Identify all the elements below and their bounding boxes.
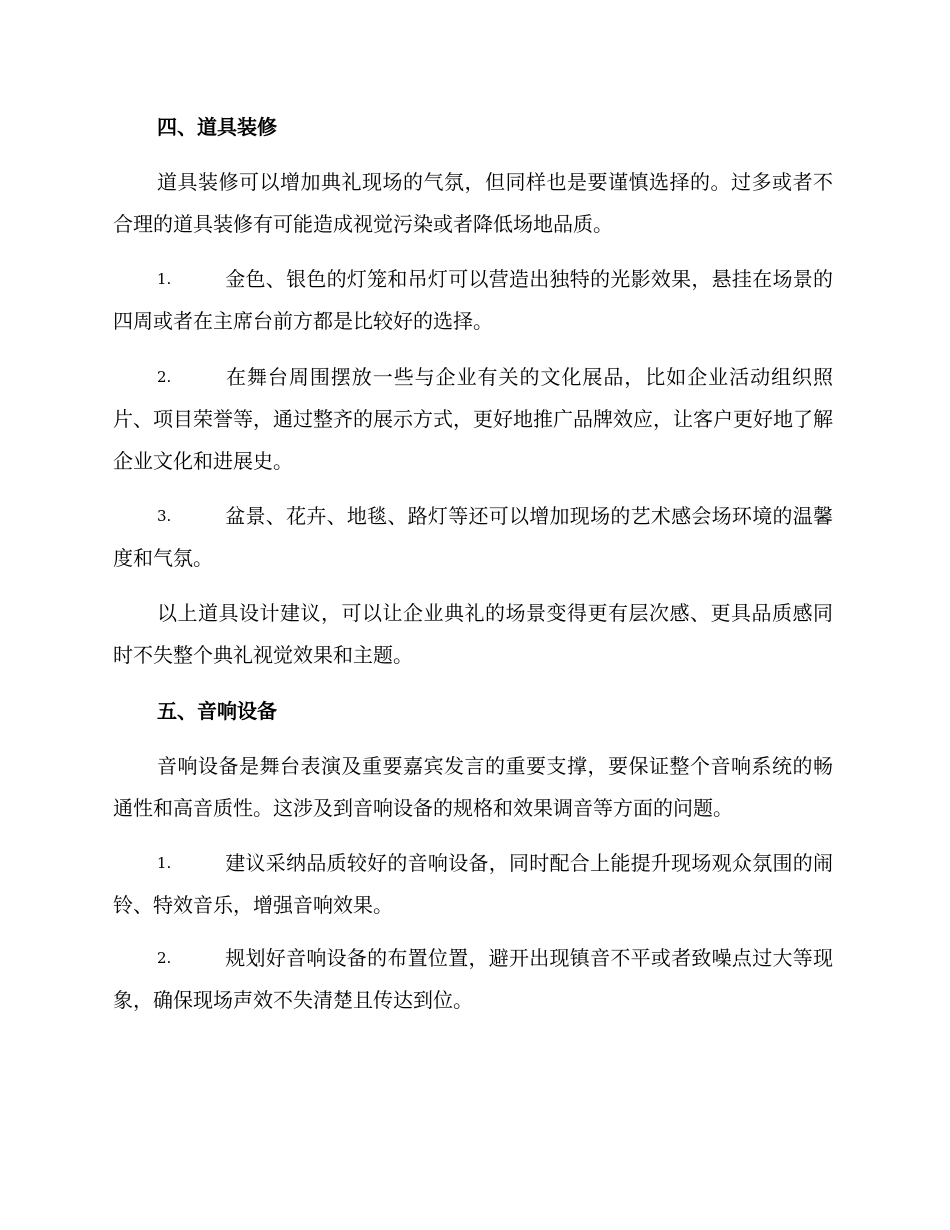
- list-item: [113, 937, 833, 1021]
- section-closing-props: 以上道具设计建议，可以让企业典礼的场景变得更有层次感、更具品质感同时不失整个典礼视觉效果和主题。: [113, 601, 833, 667]
- list-item: [113, 258, 833, 342]
- list-item-number: 2.: [157, 949, 172, 967]
- list-item-text: 在舞台周围摆放一些与企业有关的文化展品，比如企业活动组织照片、项目荣誉等，通过整齐的展示方式，更好地推广品牌效应，让客户更好地了解企业文化和进展史。: [113, 365, 833, 473]
- list-item-number: 1.: [157, 854, 172, 872]
- list-item: [113, 356, 833, 482]
- section-heading-props: 四、道具装修: [157, 115, 277, 139]
- section-heading-audio: 五、音响设备: [157, 699, 277, 723]
- list-item-number: 1.: [157, 270, 172, 288]
- list-item-text: 金色、银色的灯笼和吊灯可以营造出独特的光影效果，悬挂在场景的四周或者在主席台前方都是比较好的选择。: [113, 267, 833, 333]
- list-item: [113, 842, 833, 926]
- list-item: [113, 495, 833, 579]
- list-item-number: 3.: [157, 507, 172, 525]
- list-item-text: 盆景、花卉、地毯、路灯等还可以增加现场的艺术感会场环境的温馨度和气氛。: [113, 504, 833, 570]
- list-item-text: 规划好音响设备的布置位置，避开出现镇音不平或者致噪点过大等现象，确保现场声效不失清楚且传达到位。: [113, 946, 833, 1012]
- list-item-text: 建议采纳品质较好的音响设备，同时配合上能提升现场观众氛围的闹铃、特效音乐，增强音响效果。: [113, 851, 833, 917]
- list-item-number: 2.: [157, 368, 172, 386]
- section-intro-audio: 音响设备是舞台表演及重要嘉宾发言的重要支撑，要保证整个音响系统的畅通性和高音质性。这涉及到音响设备的规格和效果调音等方面的问题。: [113, 754, 833, 820]
- section-intro-props: 道具装修可以增加典礼现场的气氛，但同样也是要谨慎选择的。过多或者不合理的道具装修有可能造成视觉污染或者降低场地品质。: [113, 170, 833, 236]
